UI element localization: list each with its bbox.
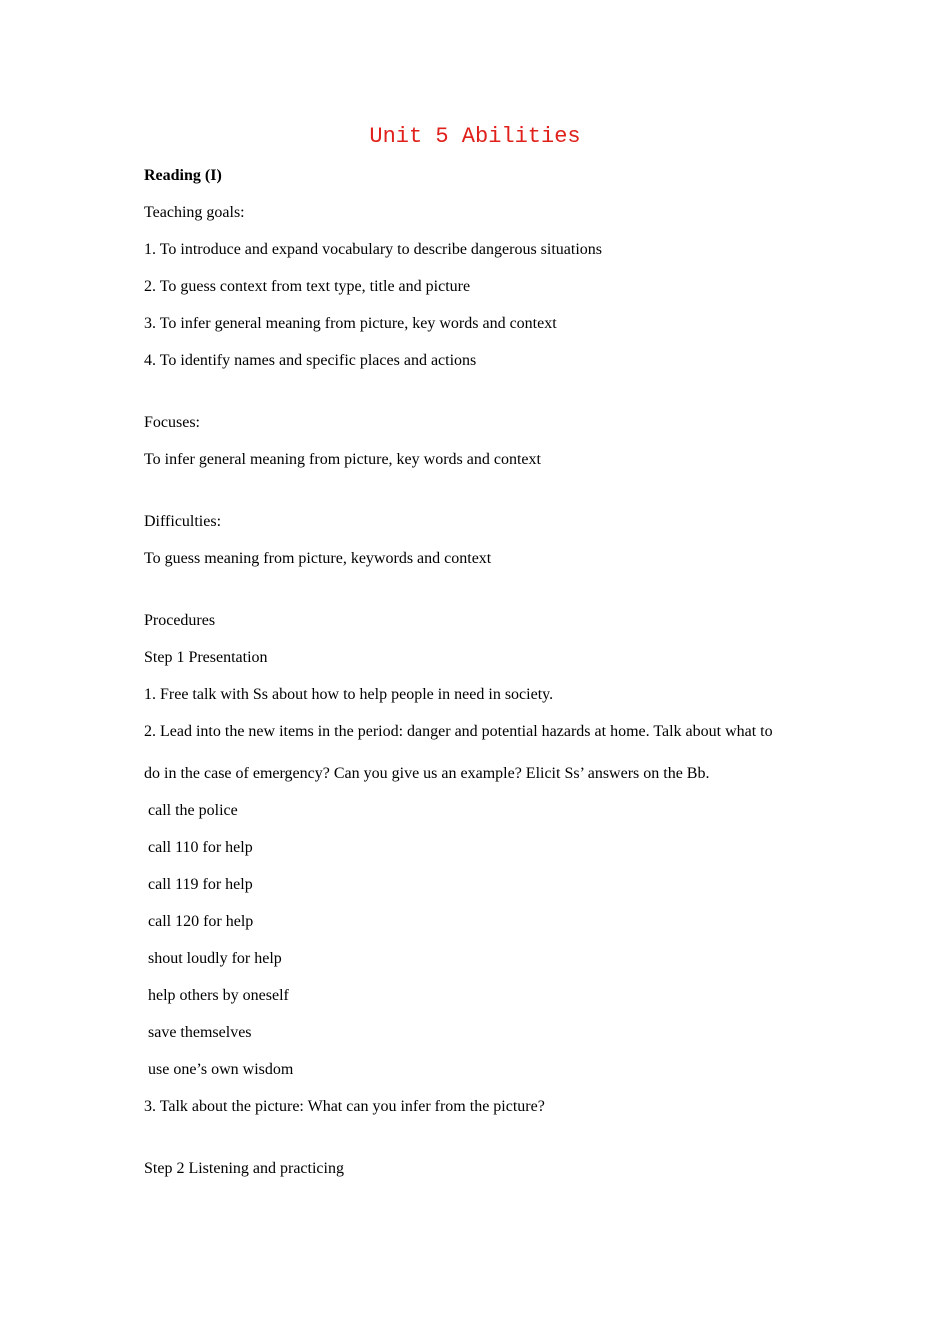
step2-heading: Step 2 Listening and practicing — [144, 1160, 344, 1177]
goal-item: 1. To introduce and expand vocabulary to describe dangerous situations — [144, 241, 603, 258]
goal-item: 3. To infer general meaning from picture, key words and context — [144, 315, 557, 332]
goals-heading: Teaching goals: — [144, 204, 245, 221]
step1-item: 3. Talk about the picture: What can you infer from the picture? — [144, 1098, 545, 1115]
answer-item: use one’s own wisdom — [148, 1061, 294, 1078]
answer-item: save themselves — [148, 1024, 252, 1041]
difficulties-text: To guess meaning from picture, keywords and context — [144, 550, 492, 567]
answer-item: call 120 for help — [148, 913, 254, 930]
answer-item: call 110 for help — [148, 839, 253, 856]
step1-heading: Step 1 Presentation — [144, 649, 268, 666]
focuses-heading: Focuses: — [144, 414, 200, 431]
answer-item: call 119 for help — [148, 876, 253, 893]
procedures-heading: Procedures — [144, 612, 216, 629]
focuses-text: To infer general meaning from picture, key words and context — [144, 451, 541, 468]
goal-item: 2. To guess context from text type, title and picture — [144, 278, 471, 295]
difficulties-heading: Difficulties: — [144, 513, 222, 530]
answer-item: call the police — [148, 802, 238, 819]
answer-item: help others by oneself — [148, 987, 289, 1004]
step1-item: 2. Lead into the new items in the period: danger and potential hazards at home. Talk about what to — [144, 723, 773, 740]
section-heading: Reading (I) — [144, 167, 222, 184]
document-title: Unit 5 Abilities — [369, 124, 581, 149]
step1-item: 1. Free talk with Ss about how to help people in need in society. — [144, 686, 554, 703]
step1-item-continued: do in the case of emergency? Can you give us an example? Elicit Ss’ answers on the Bb. — [144, 765, 710, 782]
answer-item: shout loudly for help — [148, 950, 282, 967]
goal-item: 4. To identify names and specific places and actions — [144, 352, 477, 369]
